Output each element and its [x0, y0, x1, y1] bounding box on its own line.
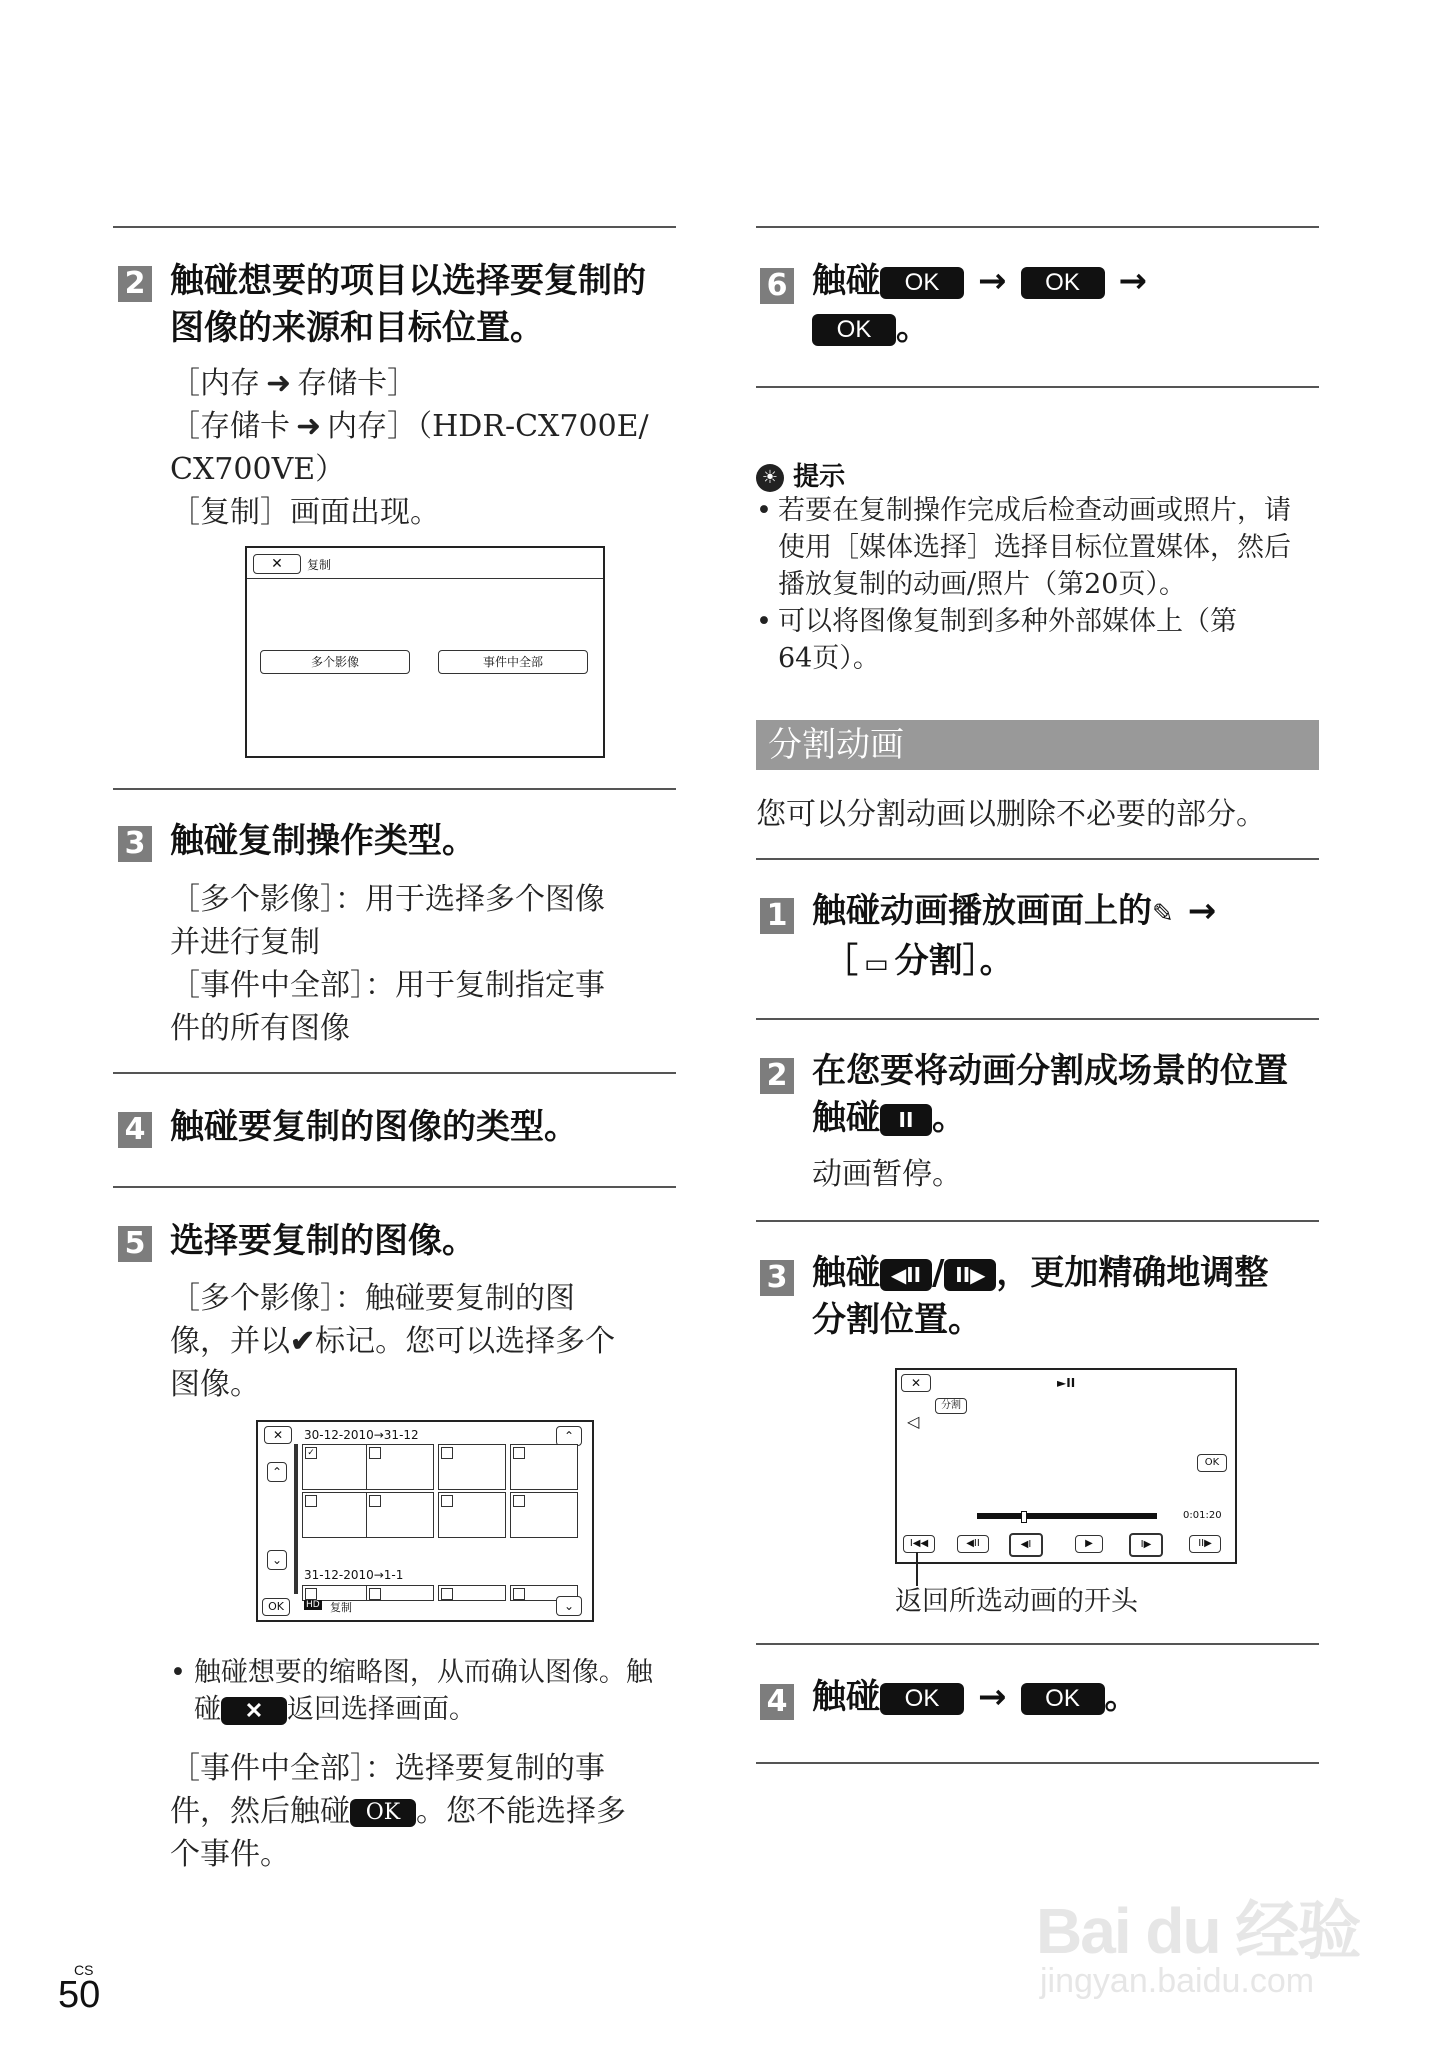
watermark-brand: Bai du 经验 [1036, 1895, 1360, 1967]
step-title: 选择要复制的图像。 [170, 1221, 476, 1261]
tip-bullet: • 若要在复制操作完成后检查动画或照片，请 使用［媒体选择］选择目标位置媒体，然后 播放复制的动画/照片（第20页）。 • 可以将图像复制到多种外部媒体上（第 64页）。 [756, 495, 1291, 674]
check-icon: ✔ [290, 1324, 316, 1359]
step-number: 6 [760, 268, 794, 304]
thumbnail-checkbox[interactable] [441, 1588, 453, 1600]
ok-button[interactable]: OK [262, 1598, 290, 1616]
hd-badge: HD [306, 1600, 320, 1610]
step-number: 4 [118, 1112, 152, 1148]
thumbnail-checkbox[interactable] [513, 1588, 525, 1600]
ok-icon: OK [812, 314, 896, 346]
thumbnail[interactable] [510, 1492, 578, 1538]
progress-marker[interactable] [1021, 1511, 1027, 1523]
thumbnail[interactable] [366, 1492, 434, 1538]
thumbnail-checkbox[interactable] [369, 1495, 381, 1507]
slow-back-button[interactable]: ◀II [957, 1535, 989, 1553]
time-readout: 0:01:20 [1183, 1510, 1222, 1521]
ok-icon: OK [350, 1799, 416, 1827]
lightbulb-icon: ☀ [756, 464, 784, 492]
step-title: 触碰复制操作类型。 [170, 821, 476, 861]
thumbnail-checkbox[interactable] [441, 1447, 453, 1459]
divider [113, 226, 676, 228]
step-number: 2 [118, 266, 152, 302]
step-title: 触碰要复制的图像的类型。 [170, 1107, 578, 1147]
copy-screen [245, 546, 605, 758]
scroll-down-button[interactable]: ⌄ [556, 1596, 582, 1616]
step-number: 5 [118, 1226, 152, 1262]
thumbnail-checkbox[interactable] [369, 1588, 381, 1600]
step-number: 3 [760, 1260, 794, 1296]
scroll-up-button[interactable]: ⌃ [556, 1426, 582, 1446]
screen-label: 复制 [330, 1601, 352, 1614]
ok-icon: OK [1021, 267, 1105, 299]
ok-button[interactable]: OK [1197, 1454, 1227, 1472]
divider [756, 1762, 1319, 1764]
tip-title: ☀ 提示 [756, 456, 845, 493]
step-forward-icon: II▶ [944, 1259, 996, 1291]
event-date: 30-12-2010→31-12 [304, 1428, 419, 1442]
close-button[interactable]: ✕ [264, 1426, 292, 1444]
thumbnail[interactable] [438, 1492, 506, 1538]
step-title: 在您要将动画分割成场景的位置 触碰 II 。 [812, 1051, 1288, 1138]
step-number: 2 [760, 1058, 794, 1094]
step-title: 触碰 OK → OK 。 [812, 1677, 1139, 1717]
divider [756, 1643, 1319, 1645]
slow-forward-button[interactable]: II▶ [1189, 1535, 1221, 1553]
volume-icon[interactable]: ◁ [907, 1412, 920, 1431]
ok-icon: OK [1021, 1683, 1105, 1715]
bullet-note: • 触碰想要的缩略图，从而确认图像。触 碰 ✕ 返回选择画面。 [170, 1657, 653, 1725]
thumbnail-checkbox[interactable] [305, 1495, 317, 1507]
thumbnail[interactable] [366, 1444, 434, 1490]
language-code: CS [74, 1962, 94, 1978]
next-button[interactable]: ⌄ [267, 1550, 287, 1570]
divider [756, 226, 1319, 228]
playback-screen [895, 1368, 1237, 1564]
step-body: ［内存 ➜ 存储卡］ ［存储卡 ➜ 内存］（HDR-CX700E/ CX700VE） ［复制］画面出现。 [170, 366, 649, 530]
step-title: 触碰动画播放画面上的✎ → ［ ▭ 分割］。 [812, 891, 1217, 981]
watermark-url: jingyan.baidu.com [1040, 1962, 1315, 2000]
progress-bar[interactable] [977, 1513, 1157, 1519]
section-intro: 您可以分割动画以删除不必要的部分。 [756, 797, 1266, 832]
divider [756, 858, 1319, 860]
pause-icon: II [880, 1104, 932, 1136]
step-title: 触碰 OK → OK → OK 。 [812, 261, 1147, 348]
page-number: 50 [58, 1974, 101, 2016]
step-title: 触碰 ◀II / II▶ ，更加精确地调整 分割位置。 [812, 1253, 1269, 1340]
step-number: 3 [118, 826, 152, 862]
thumbnail-checkbox[interactable] [369, 1447, 381, 1459]
thumbnail[interactable] [510, 1444, 578, 1490]
step-title: 触碰想要的项目以选择要复制的 图像的来源和目标位置。 [170, 261, 646, 348]
divider [756, 386, 1319, 388]
thumbnail[interactable] [302, 1444, 370, 1490]
prev-button[interactable]: ⌃ [267, 1462, 287, 1482]
close-button[interactable]: ✕ [901, 1374, 931, 1392]
section-title: 分割动画 [756, 720, 1319, 770]
thumbnail[interactable] [438, 1444, 506, 1490]
split-tag: 分割 [935, 1398, 967, 1414]
step-body: ［多个影像］：用于选择多个图像 并进行复制 ［事件中全部］：用于复制指定事 件的所有图像 [170, 882, 605, 1046]
close-button[interactable]: ✕ [253, 554, 301, 574]
close-icon: ✕ [221, 1697, 287, 1725]
step-back-icon: ◀II [880, 1259, 932, 1291]
thumbnail[interactable] [302, 1492, 370, 1538]
thumbnail-checkbox[interactable] [441, 1495, 453, 1507]
step-forward-button[interactable]: I▶ [1129, 1533, 1163, 1557]
scrollbar[interactable] [294, 1444, 298, 1594]
step-back-button[interactable]: ◀I [1009, 1533, 1043, 1557]
callout-caption: 返回所选动画的开头 [895, 1586, 1138, 1617]
thumbnail-checkbox[interactable] [513, 1495, 525, 1507]
ok-icon: OK [880, 267, 964, 299]
screen-title: 复制 [307, 558, 332, 572]
divider [113, 788, 676, 790]
event-date: 31-12-2010→1-1 [304, 1568, 404, 1582]
edit-icon: ✎ [1152, 899, 1174, 929]
step-body: 动画暂停。 [812, 1157, 962, 1192]
divider [756, 1220, 1319, 1222]
thumbnail[interactable] [438, 1585, 506, 1601]
divider [756, 1018, 1319, 1020]
ok-icon: OK [880, 1683, 964, 1715]
film-icon: ▭ [864, 949, 889, 979]
play-pause-indicator: ►II [1057, 1376, 1076, 1390]
thumbnail-checkbox[interactable] [305, 1588, 317, 1600]
step-number: 4 [760, 1684, 794, 1720]
callout-line [916, 1552, 918, 1586]
thumbnail-checkbox[interactable] [513, 1447, 525, 1459]
divider [113, 1072, 676, 1074]
play-button[interactable]: ▶ [1075, 1535, 1103, 1553]
go-to-start-button[interactable]: I◀◀ [903, 1535, 935, 1553]
thumbnail-checkbox[interactable]: ✓ [305, 1447, 317, 1459]
step-body: ［事件中全部］：选择要复制的事 件，然后触碰 OK 。您不能选择多 个事件。 [170, 1751, 626, 1872]
divider [113, 1186, 676, 1188]
thumbnail[interactable] [366, 1585, 434, 1601]
all-in-event-button[interactable]: 事件中全部 [438, 650, 588, 674]
multiple-images-button[interactable]: 多个影像 [260, 650, 410, 674]
step-body: ［多个影像］：触碰要复制的图 像，并以✔标记。您可以选择多个 图像。 [170, 1281, 616, 1402]
step-number: 1 [760, 898, 794, 934]
thumbnail-screen [256, 1420, 594, 1622]
